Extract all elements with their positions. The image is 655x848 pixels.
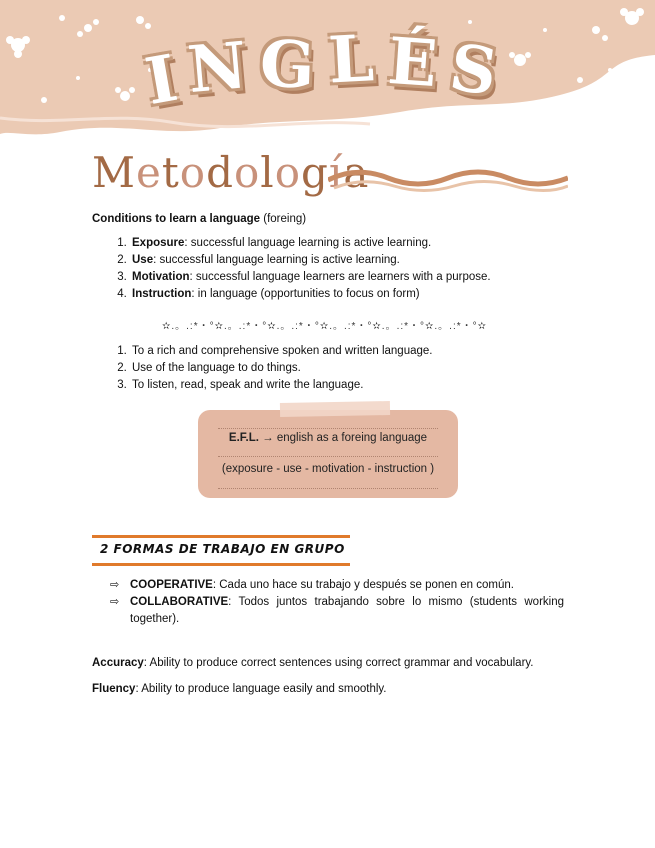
list-item [130, 269, 564, 286]
item-text: : successful language learners are learners with a purpose. [189, 271, 491, 283]
definition-term: Accuracy [92, 657, 144, 669]
title-letter: g [300, 148, 329, 197]
list-item [130, 252, 564, 269]
efl-term: E.F.L. [228, 432, 259, 444]
title-letter: É [385, 23, 454, 104]
list-item: 3. To listen, read, speak and write the language. [130, 377, 564, 394]
title-letter: G [259, 26, 331, 105]
item-term: Exposure [132, 237, 185, 249]
card-rule [218, 428, 438, 429]
title-letter: t [161, 148, 180, 197]
header-banner [0, 0, 655, 150]
conditions-list [92, 235, 564, 303]
title-letter: S [445, 30, 516, 113]
section-bar-bottom [92, 563, 350, 566]
arrow-icon: ⇨ [110, 579, 120, 591]
efl-text: → english as a foreing language [258, 432, 428, 444]
list-item [130, 286, 564, 303]
title-letter: d [206, 148, 234, 197]
efl-note-card [198, 410, 458, 498]
item-text: : in language (opportunities to focus on form) [191, 288, 420, 300]
list-item [110, 577, 564, 594]
title-letter: e [136, 148, 162, 197]
ingles-title [0, 20, 655, 121]
item-text: : successful language learning is active learning. [153, 254, 400, 266]
title-letter: L [326, 20, 390, 99]
title-letter: a [343, 148, 370, 197]
section-title: 2 FORMAS DE TRABAJO EN GRUPO [100, 542, 345, 556]
card-rule [218, 488, 438, 489]
conditions-heading [92, 211, 564, 228]
definition-text: : Ability to produce language easily and smoothly. [135, 683, 387, 695]
bullet-text [130, 577, 514, 594]
item-text: : Cada uno hace su trabajo y después se ponen en común. [212, 579, 514, 591]
title-letter: I [140, 38, 197, 121]
item-term: Motivation [132, 271, 190, 283]
title-letter: í [328, 148, 344, 197]
item-text: : successful language learning is active learning. [184, 237, 432, 249]
conditions-bold: Conditions to learn a language [92, 213, 261, 225]
sparkle-divider: ✫.。.:*・°✫.。.:*・°✫.。.:*・°✫.。.:*・°✫.。.:*・°✫.。.:*・°✫ [162, 321, 488, 332]
item-term: Use [132, 254, 154, 266]
title-letter: M [92, 148, 137, 197]
tape-decoration [280, 401, 390, 417]
list-item [110, 594, 564, 628]
title-letter: o [179, 148, 207, 197]
wave-decoration [328, 166, 568, 194]
definition-term: Fluency [92, 683, 136, 695]
list-item [130, 235, 564, 252]
title-letter: N [184, 26, 264, 109]
arrow-icon: ⇨ [110, 596, 120, 608]
definition-fluency [92, 681, 564, 698]
item-term: COLLABORATIVE [130, 596, 229, 608]
list-item: 1. To a rich and comprehensive spoken and written language. [130, 343, 564, 360]
item-text: : Todos juntos trabajando sobre lo mismo (students working together). [130, 596, 564, 625]
conditions-rest: (foreing) [260, 213, 307, 225]
card-rule [218, 456, 438, 457]
list-item: 2. Use of the language to do things. [130, 360, 564, 377]
efl-components: (exposure - use - motivation - instruction ) [221, 463, 435, 475]
definition-text: : Ability to produce correct sentences using correct grammar and vocabulary. [143, 657, 534, 669]
group-work-list [110, 577, 564, 628]
definition-accuracy [92, 655, 564, 672]
item-term: Instruction [132, 288, 192, 300]
section-bar-top [92, 535, 350, 538]
title-letter: o [274, 148, 301, 197]
bullet-text [130, 594, 564, 628]
title-letter: l [260, 148, 275, 197]
item-term: COOPERATIVE [130, 579, 213, 591]
efl-line [198, 432, 458, 444]
title-letter: o [233, 148, 261, 197]
goals-list [92, 343, 564, 394]
